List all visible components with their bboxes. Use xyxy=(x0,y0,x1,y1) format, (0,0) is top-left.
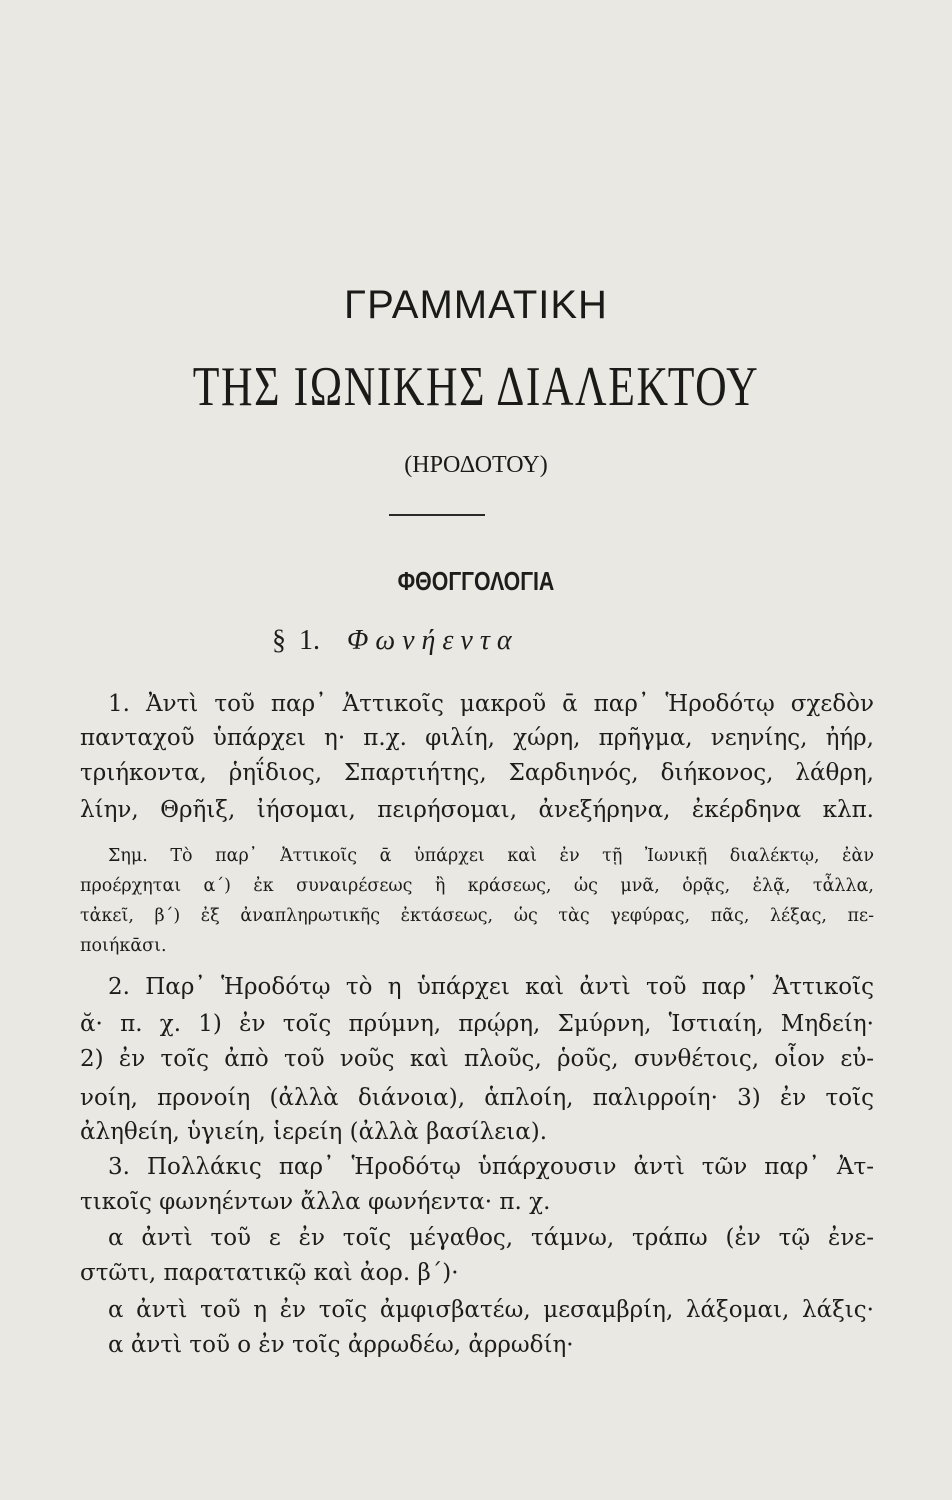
section-heading: ΦΘΟΓΓΟΛΟΓΙΑ xyxy=(397,566,555,596)
note-line: ποιήκᾱσι. xyxy=(80,936,167,956)
text-line: 2) ἐν τοῖς ἀπὸ τοῦ νοῦς καὶ πλοῦς, ῥοῦς, συνθέτοις, οἷον εὐ- xyxy=(80,1046,874,1072)
text-line: 1. Ἀντὶ τοῦ παρ᾽ Ἀττικοῖς μακροῦ ᾱ παρ᾽ Ἡροδότῳ σχεδὸν xyxy=(108,691,874,717)
paragraph-title: Φωνήεντα xyxy=(347,625,519,656)
divider-rule xyxy=(389,514,485,516)
author-line: (ΗΡΟΔΟΤΟΥ) xyxy=(404,452,548,478)
text-line: 3. Πολλάκις παρ᾽ Ἡροδότῳ ὑπάρχουσιν ἀντὶ τῶν παρ᾽ Ἀτ- xyxy=(108,1154,874,1180)
text-line: τικοῖς φωνηέντων ἄλλα φωνήεντα· π. χ. xyxy=(80,1189,551,1215)
text-line: 2. Παρ᾽ Ἡροδότῳ τὸ η ὑπάρχει καὶ ἀντὶ τοῦ παρ᾽ Ἀττικοῖς xyxy=(108,974,874,1000)
paragraph-heading xyxy=(272,625,519,657)
text-line: στῶτι, παρατατικῷ καὶ ἀορ. β΄)· xyxy=(80,1260,459,1286)
section-sign: § xyxy=(272,625,286,656)
text-line: λίην, Θρῆιξ, ἰήσομαι, πειρήσομαι, ἀνεξήρηνα, ἐκέρδηνα κλπ. xyxy=(80,797,874,823)
text-line: α ἀντὶ τοῦ ε ἐν τοῖς μέγαθος, τάμνω, τράπω (ἐν τῷ ἐνε- xyxy=(108,1225,874,1251)
text-line: τριήκοντα, ῥηΐδιος, Σπαρτιήτης, Σαρδιηνός, διήκονος, λάθρη, xyxy=(80,760,874,786)
paragraph-number: 1. xyxy=(299,625,320,656)
text-line: ᾰ· π. χ. 1) ἐν τοῖς πρύμνη, πρῴρη, Σμύρνη, Ἱστιαίη, Μηδείη· xyxy=(80,1011,874,1037)
book-subtitle: ΤΗΣ ΙΩΝΙΚΗΣ ΔΙΑΛΕΚΤΟΥ xyxy=(192,356,760,418)
text-line: α ἀντὶ τοῦ η ἐν τοῖς ἀμφισβατέω, μεσαμβρίη, λάξομαι, λάξις· xyxy=(108,1297,874,1323)
text-line: πανταχοῦ ὑπάρχει η· π.χ. φιλίη, χώρη, πρῆγμα, νεηνίης, ἠήρ, xyxy=(80,725,874,751)
text-line: α ἀντὶ τοῦ ο ἐν τοῖς ἀρρωδέω, ἀρρωδίη· xyxy=(108,1332,574,1358)
note-line: τἀκεῖ, β΄) ἐξ ἀναπληρωτικῆς ἐκτάσεως, ὡς τὰς γεφύρας, πᾶς, λέξας, πε- xyxy=(80,906,874,926)
book-title: ΓΡΑΜΜΑΤΙΚΗ xyxy=(344,283,608,327)
text-line: νοίη, προνοίη (ἀλλὰ διάνοια), ἁπλοίη, παλιρροίη· 3) ἐν τοῖς xyxy=(80,1085,874,1111)
note-line: προέρχηται α΄) ἐκ συναιρέσεως ἢ κράσεως, ὡς μνᾶ, ὁρᾷς, ἐλᾷ, τἆλλα, xyxy=(80,876,874,896)
text-line: ἀληθείη, ὑγιείη, ἱερείη (ἀλλὰ βασίλεια). xyxy=(80,1119,548,1145)
note-line: Σημ. Τὸ παρ᾽ Ἀττικοῖς ᾱ ὑπάρχει καὶ ἐν τῇ Ἰωνικῇ διαλέκτῳ, ἐὰν xyxy=(108,846,874,866)
